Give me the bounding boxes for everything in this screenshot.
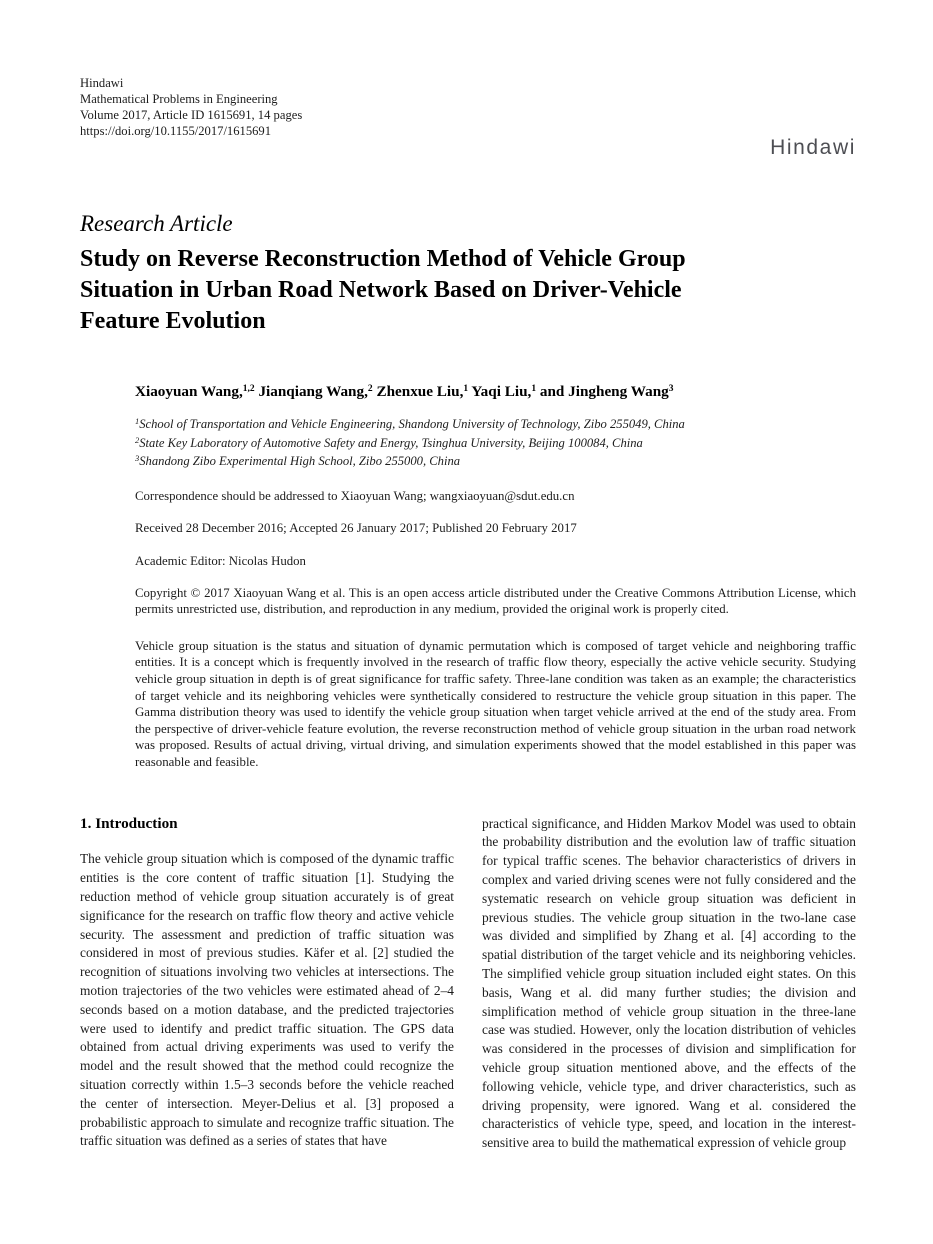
doi-link[interactable]: https://doi.org/10.1155/2017/1615691 bbox=[80, 123, 272, 138]
author-name: Yaqi Liu, bbox=[468, 383, 532, 400]
introduction-paragraph-col1: The vehicle group situation which is composed of the dynamic traffic entities is the core content of traffic situation [1]. Studying the reduction method of vehicle group situation accurately is of great significance for the research on traffic flow theory and active vehicle security. The assessment and prediction of traffic situation was considered in most of previous studies. Käfer et al. [2] studied the recognition of situations involving two vehicles at intersections. The motion trajectories of the two vehicles were estimated ahead of 2–4 seconds based on a motion database, and the predicted trajectories were used to identify and predict traffic situation. The GPS data obtained from actual driving experiments was used to verify the model and the result showed that the method could recognize the situation correctly within 1.5–3 seconds before the vehicle reached the center of intersection. Meyer-Delius et al. [3] proposed a probabilistic approach to simulate and recognize traffic situation. The traffic situation was defined as a series of states that have bbox=[80, 851, 454, 1149]
title-line-2: Situation in Urban Road Network Based on Driver-Vehicle bbox=[80, 277, 682, 303]
author-affiliation-ref: 2 bbox=[367, 384, 373, 395]
author-affiliation-ref: 1 bbox=[463, 384, 469, 395]
author-name: Xiaoyuan Wang, bbox=[135, 383, 243, 400]
publication-header bbox=[80, 76, 856, 160]
section-heading-introduction: 1. Introduction bbox=[80, 814, 178, 832]
left-column bbox=[80, 815, 454, 1153]
history-line: Received 28 December 2016; Accepted 26 January 2017; Published 20 February 2017 bbox=[135, 521, 577, 536]
copyright-notice: Copyright © 2017 Xiaoyuan Wang et al. This is an open access article distributed under the Creative Commons Attribution License, which permits unrestricted use, distribution, and reproduction in any medium, provided the original work is properly cited. bbox=[135, 586, 856, 617]
body-columns bbox=[80, 815, 856, 1153]
title-line-3: Feature Evolution bbox=[80, 308, 266, 334]
academic-editor-line: Academic Editor: Nicolas Hudon bbox=[135, 553, 306, 568]
author-name: and Jingheng Wang bbox=[536, 383, 669, 400]
title-line-1: Study on Reverse Reconstruction Method of Vehicle Group bbox=[80, 246, 686, 272]
author-name: Jianqiang Wang, bbox=[254, 383, 368, 400]
publisher-name: Hindawi bbox=[80, 76, 124, 90]
volume-line: Volume 2017, Article ID 1615691, 14 pages bbox=[80, 107, 303, 122]
article-type-label: Research Article bbox=[80, 211, 233, 236]
affiliation-number: 2 bbox=[135, 434, 140, 445]
journal-info-block bbox=[80, 76, 302, 140]
abstract-text: Vehicle group situation is the status and situation of dynamic permutation which is composed of target vehicle and neighboring traffic entities. It is a concept which is frequently involved in the research of traffic flow theory, especially the active vehicle security. Studying vehicle group situation in depth is of great significance for traffic safety. Three-lane condition was taken as an example; the characteristics of target vehicle and its neighboring vehicles were synthetically considered to restructure the vehicle group situation in this paper. The Gamma distribution theory was used to identify the vehicle group situation when target vehicle arrived at the end of the study area. From the perspective of driver-vehicle feature evolution, the reverse reconstruction method of vehicle group situation in the urban road network was proposed. Results of actual driving, virtual driving, and simulation experiments showed that the model established in this paper was reasonable and feasible. bbox=[135, 638, 856, 769]
affiliation-line: $^3$Shandong Zibo Experimental High School, Zibo 255000, China bbox=[135, 453, 461, 469]
affiliation-number: 1 bbox=[135, 416, 140, 427]
page-title bbox=[80, 244, 820, 337]
author-affiliation-ref: 1,2 bbox=[242, 384, 255, 395]
journal-name: Mathematical Problems in Engineering bbox=[80, 91, 278, 106]
affiliations bbox=[135, 416, 856, 472]
hindawi-logo: Hindawi bbox=[770, 136, 856, 159]
author-affiliation-ref: 1 bbox=[531, 384, 537, 395]
article-meta-block bbox=[135, 383, 856, 771]
author-name: Zhenxue Liu, bbox=[372, 383, 464, 400]
correspondence-text: Correspondence should be addressed to Xiaoyuan Wang; bbox=[135, 488, 430, 503]
right-column bbox=[482, 815, 856, 1153]
correspondence-line bbox=[135, 488, 856, 504]
introduction-paragraph-col2: practical significance, and Hidden Markov Model was used to obtain the probability distribution and the evolution law of traffic situation for typical traffic scenes. The behavior characteristics of drivers in complex and varied driving scenes were not fully considered and the systematic research on vehicle group situation was deficient in previous studies. The vehicle group situation in the two-lane case was divided and simplified by Zhang et al. [4] according to the spatial distribution of the target vehicle and its neighboring vehicles. The simplified vehicle group situation included eight states. On this basis, Wang et al. did many further studies; the division and simplification method of vehicle group situation in the three-lane case was studied. However, only the location distribution of vehicles was considered in the processes of division and simplification for vehicle group situation mentioned above, and the effects of the following vehicle, vehicle type, and driver characteristics, such as driving propensity, were ignored. Wang et al. considered the characteristics of vehicle type, speed, and location in the interest-sensitive area to build the mathematical expression of vehicle group bbox=[482, 815, 856, 1151]
author-affiliation-ref: 3 bbox=[668, 384, 674, 395]
affiliation-line: $^1$School of Transportation and Vehicle Engineering, Shandong University of Technology, Zibo 255049, China bbox=[135, 416, 685, 431]
correspondence-email[interactable]: wangxiaoyuan@sdut.edu.cn bbox=[429, 488, 575, 503]
affiliation-line: $^2$State Key Laboratory of Automotive Safety and Energy, Tsinghua University, Beijing 100084, China bbox=[135, 434, 643, 450]
authors-line bbox=[135, 383, 856, 401]
affiliation-number: 3 bbox=[135, 453, 140, 464]
